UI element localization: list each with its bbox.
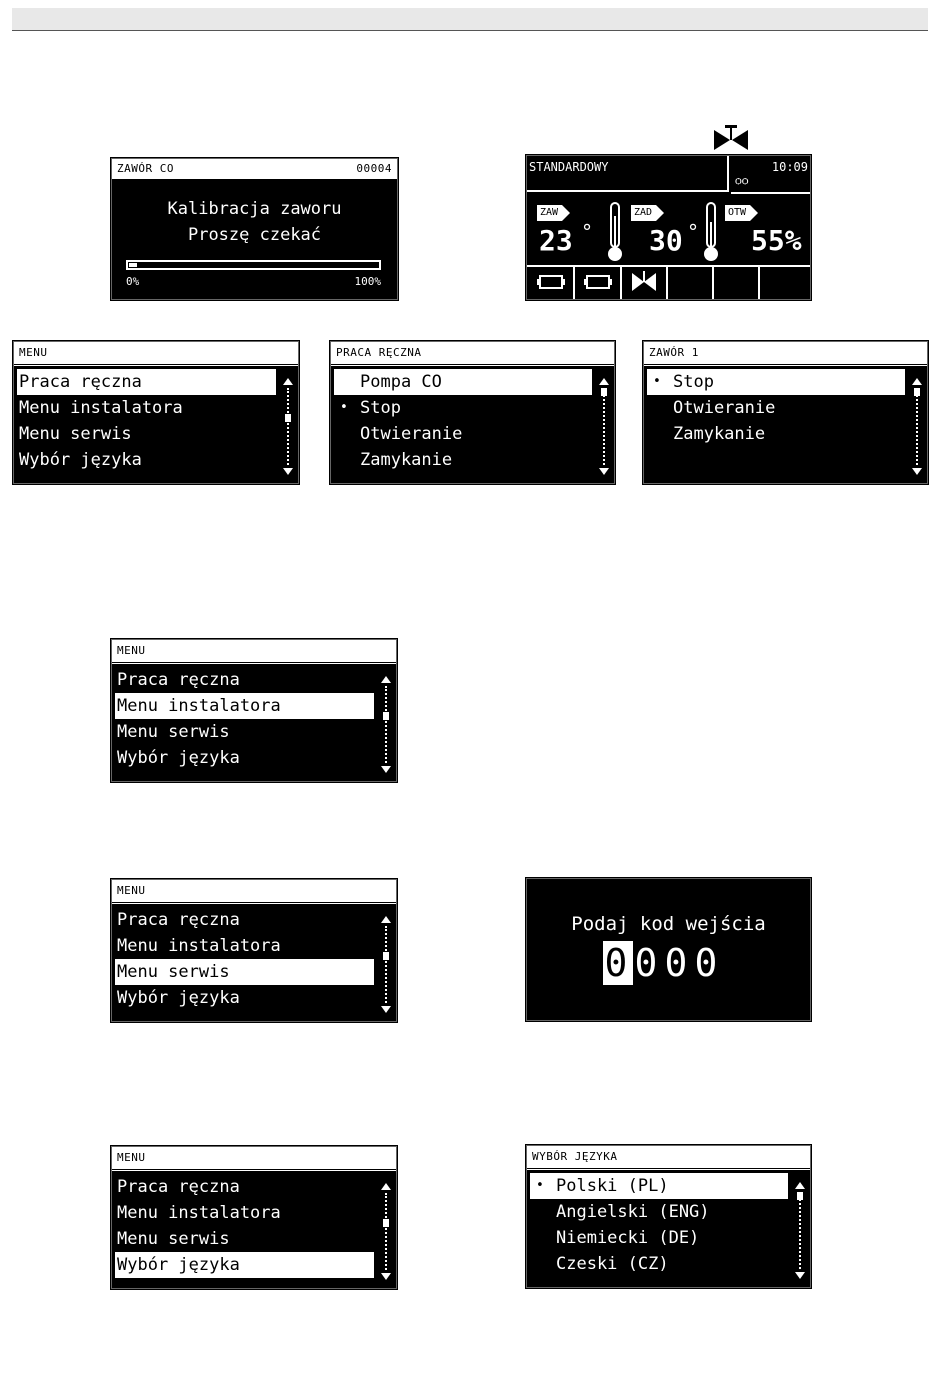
- scroll-down-arrow-icon[interactable]: [283, 468, 293, 475]
- menu-header: MENU: [112, 640, 396, 665]
- menu-item-label: Otwieranie: [673, 398, 776, 418]
- menu-item-menu-instalatora[interactable]: Menu instalatora: [115, 693, 374, 719]
- code-digit-1[interactable]: 0: [604, 941, 632, 985]
- menu-screen-jezyk: [111, 1146, 397, 1289]
- zad-degree: °: [687, 220, 700, 244]
- menu-item-pompa-co[interactable]: [334, 369, 592, 395]
- zaw-tag: ZAW: [537, 205, 562, 221]
- menu-header: PRACA RĘCZNA: [331, 342, 614, 367]
- calibration-line2: Proszę czekać: [187, 225, 322, 245]
- menu-item-zamykanie[interactable]: [647, 421, 905, 447]
- menu-item-label: Angielski (ENG): [556, 1202, 710, 1222]
- menu-list: [115, 667, 374, 771]
- menu-item-wybor-jezyka[interactable]: Wybór języka: [117, 748, 240, 768]
- scroll-thumb[interactable]: [601, 388, 607, 396]
- bullet-icon: •: [340, 400, 348, 415]
- main-screen-bottom-bar: [527, 265, 810, 299]
- menu-item-wybor-jezyka[interactable]: Wybór języka: [117, 988, 240, 1008]
- calibration-screen: [111, 158, 398, 300]
- menu-item-label: Czeski (CZ): [556, 1254, 669, 1274]
- menu-list: [115, 907, 374, 1011]
- language-option-angielski[interactable]: [530, 1199, 788, 1225]
- code-entry-screen: [526, 878, 811, 1021]
- menu-item-menu-instalatora[interactable]: Menu instalatora: [117, 936, 281, 956]
- scroll-track: [287, 388, 289, 465]
- menu-header: ZAWÓR 1: [644, 342, 927, 367]
- menu-item-menu-serwis[interactable]: Menu serwis: [19, 424, 132, 444]
- menu-item-stop[interactable]: [647, 369, 905, 395]
- page-header-bar: [12, 8, 928, 31]
- menu-item-label: Zamykanie: [360, 450, 453, 470]
- menu-list: [17, 369, 276, 473]
- calibration-progress-fill: [129, 263, 137, 267]
- menu-screen-instalatora: [111, 639, 397, 782]
- bullet-icon: •: [536, 1178, 544, 1193]
- clock-display: 10:09: [771, 160, 808, 174]
- menu-item-label: Otwieranie: [360, 424, 463, 444]
- bullet-icon: •: [653, 374, 661, 389]
- menu-item-praca-reczna[interactable]: Praca ręczna: [117, 670, 240, 690]
- menu-item-praca-reczna[interactable]: Praca ręczna: [17, 369, 276, 395]
- valve-1-screen: [643, 341, 928, 484]
- bottom-cell-pump-2: [575, 267, 622, 299]
- scroll-thumb[interactable]: [383, 1219, 389, 1227]
- scrollbar[interactable]: [381, 916, 391, 1013]
- menu-header: WYBÓR JĘZYKA: [527, 1146, 810, 1171]
- menu-item-stop[interactable]: [334, 395, 592, 421]
- scroll-up-arrow-icon[interactable]: [912, 378, 922, 385]
- menu-item-label: Zamykanie: [673, 424, 766, 444]
- menu-header: MENU: [112, 880, 396, 905]
- valve-icon: [622, 267, 666, 297]
- code-digit-3[interactable]: 0: [664, 941, 692, 985]
- status-panel: [731, 156, 810, 194]
- menu-item-menu-serwis[interactable]: Menu serwis: [115, 959, 374, 985]
- menu-item-menu-instalatora[interactable]: Menu instalatora: [117, 1203, 281, 1223]
- menu-screen-serwis: [111, 879, 397, 1022]
- zad-value: 30: [649, 224, 683, 257]
- menu-item-label: Pompa CO: [360, 372, 442, 392]
- scroll-thumb[interactable]: [383, 952, 389, 960]
- calibration-line1: Kalibracja zaworu: [167, 199, 342, 219]
- menu-item-label: Niemiecki (DE): [556, 1228, 700, 1248]
- menu-item-label: Stop: [360, 398, 401, 418]
- main-screen: [526, 155, 811, 300]
- menu-item-menu-serwis[interactable]: Menu serwis: [117, 1229, 230, 1249]
- pump-icon: [575, 267, 621, 297]
- menu-item-praca-reczna[interactable]: Praca ręczna: [117, 910, 240, 930]
- calibration-header: [112, 159, 397, 179]
- calibration-counter: 00004: [356, 162, 392, 175]
- pump-icon: [527, 267, 575, 297]
- scroll-down-arrow-icon[interactable]: [381, 766, 391, 773]
- scroll-down-arrow-icon[interactable]: [381, 1273, 391, 1280]
- menu-item-otwieranie[interactable]: [334, 421, 592, 447]
- scroll-track: [916, 388, 918, 465]
- progress-max-label: 100%: [354, 275, 381, 288]
- menu-item-menu-serwis[interactable]: Menu serwis: [117, 722, 230, 742]
- menu-list: [334, 369, 592, 473]
- scroll-track: [385, 926, 387, 1003]
- scroll-down-arrow-icon[interactable]: [381, 1006, 391, 1013]
- scroll-thumb[interactable]: [797, 1192, 803, 1200]
- scroll-up-arrow-icon[interactable]: [381, 916, 391, 923]
- scroll-up-arrow-icon[interactable]: [381, 676, 391, 683]
- menu-item-label: Polski (PL): [556, 1176, 669, 1196]
- scroll-up-arrow-icon[interactable]: [283, 378, 293, 385]
- code-digit-2[interactable]: 0: [634, 941, 662, 985]
- language-screen: [526, 1145, 811, 1288]
- menu-item-menu-instalatora[interactable]: Menu instalatora: [19, 398, 183, 418]
- language-option-czeski[interactable]: [530, 1251, 788, 1277]
- progress-min-label: 0%: [126, 275, 140, 288]
- thermometer-icon: [703, 202, 719, 264]
- menu-header: MENU: [112, 1147, 396, 1172]
- scrollbar[interactable]: [912, 378, 922, 475]
- code-digit-4[interactable]: 0: [694, 941, 722, 985]
- mode-label: STANDARDOWY: [529, 160, 609, 174]
- scroll-down-arrow-icon[interactable]: [599, 468, 609, 475]
- menu-list: [647, 369, 905, 447]
- scroll-thumb[interactable]: [285, 414, 291, 422]
- scrollbar[interactable]: [283, 378, 293, 475]
- scroll-up-arrow-icon[interactable]: [795, 1182, 805, 1189]
- calibration-progress-bar: [126, 260, 381, 270]
- zad-tag: ZAD: [631, 205, 656, 221]
- thermometer-icon: [607, 202, 623, 264]
- bottom-cell-empty-3: [760, 267, 810, 299]
- scroll-track: [385, 1193, 387, 1270]
- code-digits: [603, 941, 723, 985]
- scroll-up-arrow-icon[interactable]: [381, 1183, 391, 1190]
- scrollbar[interactable]: [795, 1182, 805, 1279]
- scrollbar[interactable]: [381, 676, 391, 773]
- manual-mode-screen: [330, 341, 615, 484]
- bottom-cell-pump: [527, 267, 575, 299]
- menu-item-praca-reczna[interactable]: Praca ręczna: [117, 1177, 240, 1197]
- scroll-track: [603, 388, 605, 465]
- otw-tag: OTW: [725, 205, 750, 221]
- otw-value: 55%: [751, 224, 802, 257]
- scroll-track: [385, 686, 387, 763]
- scroll-up-arrow-icon[interactable]: [599, 378, 609, 385]
- zaw-value: 23: [539, 224, 573, 257]
- calibration-title: ZAWÓR CO: [117, 162, 174, 175]
- menu-screen-praca: [13, 341, 299, 484]
- menu-header: MENU: [14, 342, 298, 367]
- flame-icon: ѻѻ: [735, 173, 749, 187]
- menu-item-zamykanie[interactable]: [334, 447, 592, 473]
- menu-item-label: Stop: [673, 372, 714, 392]
- bottom-cell-valve: [622, 267, 668, 299]
- mode-panel: [527, 156, 729, 192]
- code-entry-title: Podaj kod wejścia: [571, 913, 766, 935]
- menu-list: [530, 1173, 788, 1277]
- scrollbar[interactable]: [381, 1183, 391, 1280]
- bottom-cell-empty-1: [668, 267, 714, 299]
- language-option-niemiecki[interactable]: [530, 1225, 788, 1251]
- bottom-cell-empty-2: [714, 267, 760, 299]
- scroll-thumb[interactable]: [914, 388, 920, 396]
- menu-item-wybor-jezyka[interactable]: Wybór języka: [19, 450, 142, 470]
- scroll-thumb[interactable]: [383, 712, 389, 720]
- scroll-down-arrow-icon[interactable]: [795, 1272, 805, 1279]
- menu-list: [115, 1174, 374, 1278]
- scroll-down-arrow-icon[interactable]: [912, 468, 922, 475]
- scroll-track: [799, 1192, 801, 1269]
- menu-item-otwieranie[interactable]: [647, 395, 905, 421]
- valve-icon: [712, 124, 750, 156]
- language-option-polski[interactable]: [530, 1173, 788, 1199]
- scrollbar[interactable]: [599, 378, 609, 475]
- zaw-degree: °: [581, 220, 594, 244]
- menu-item-wybor-jezyka[interactable]: Wybór języka: [115, 1252, 374, 1278]
